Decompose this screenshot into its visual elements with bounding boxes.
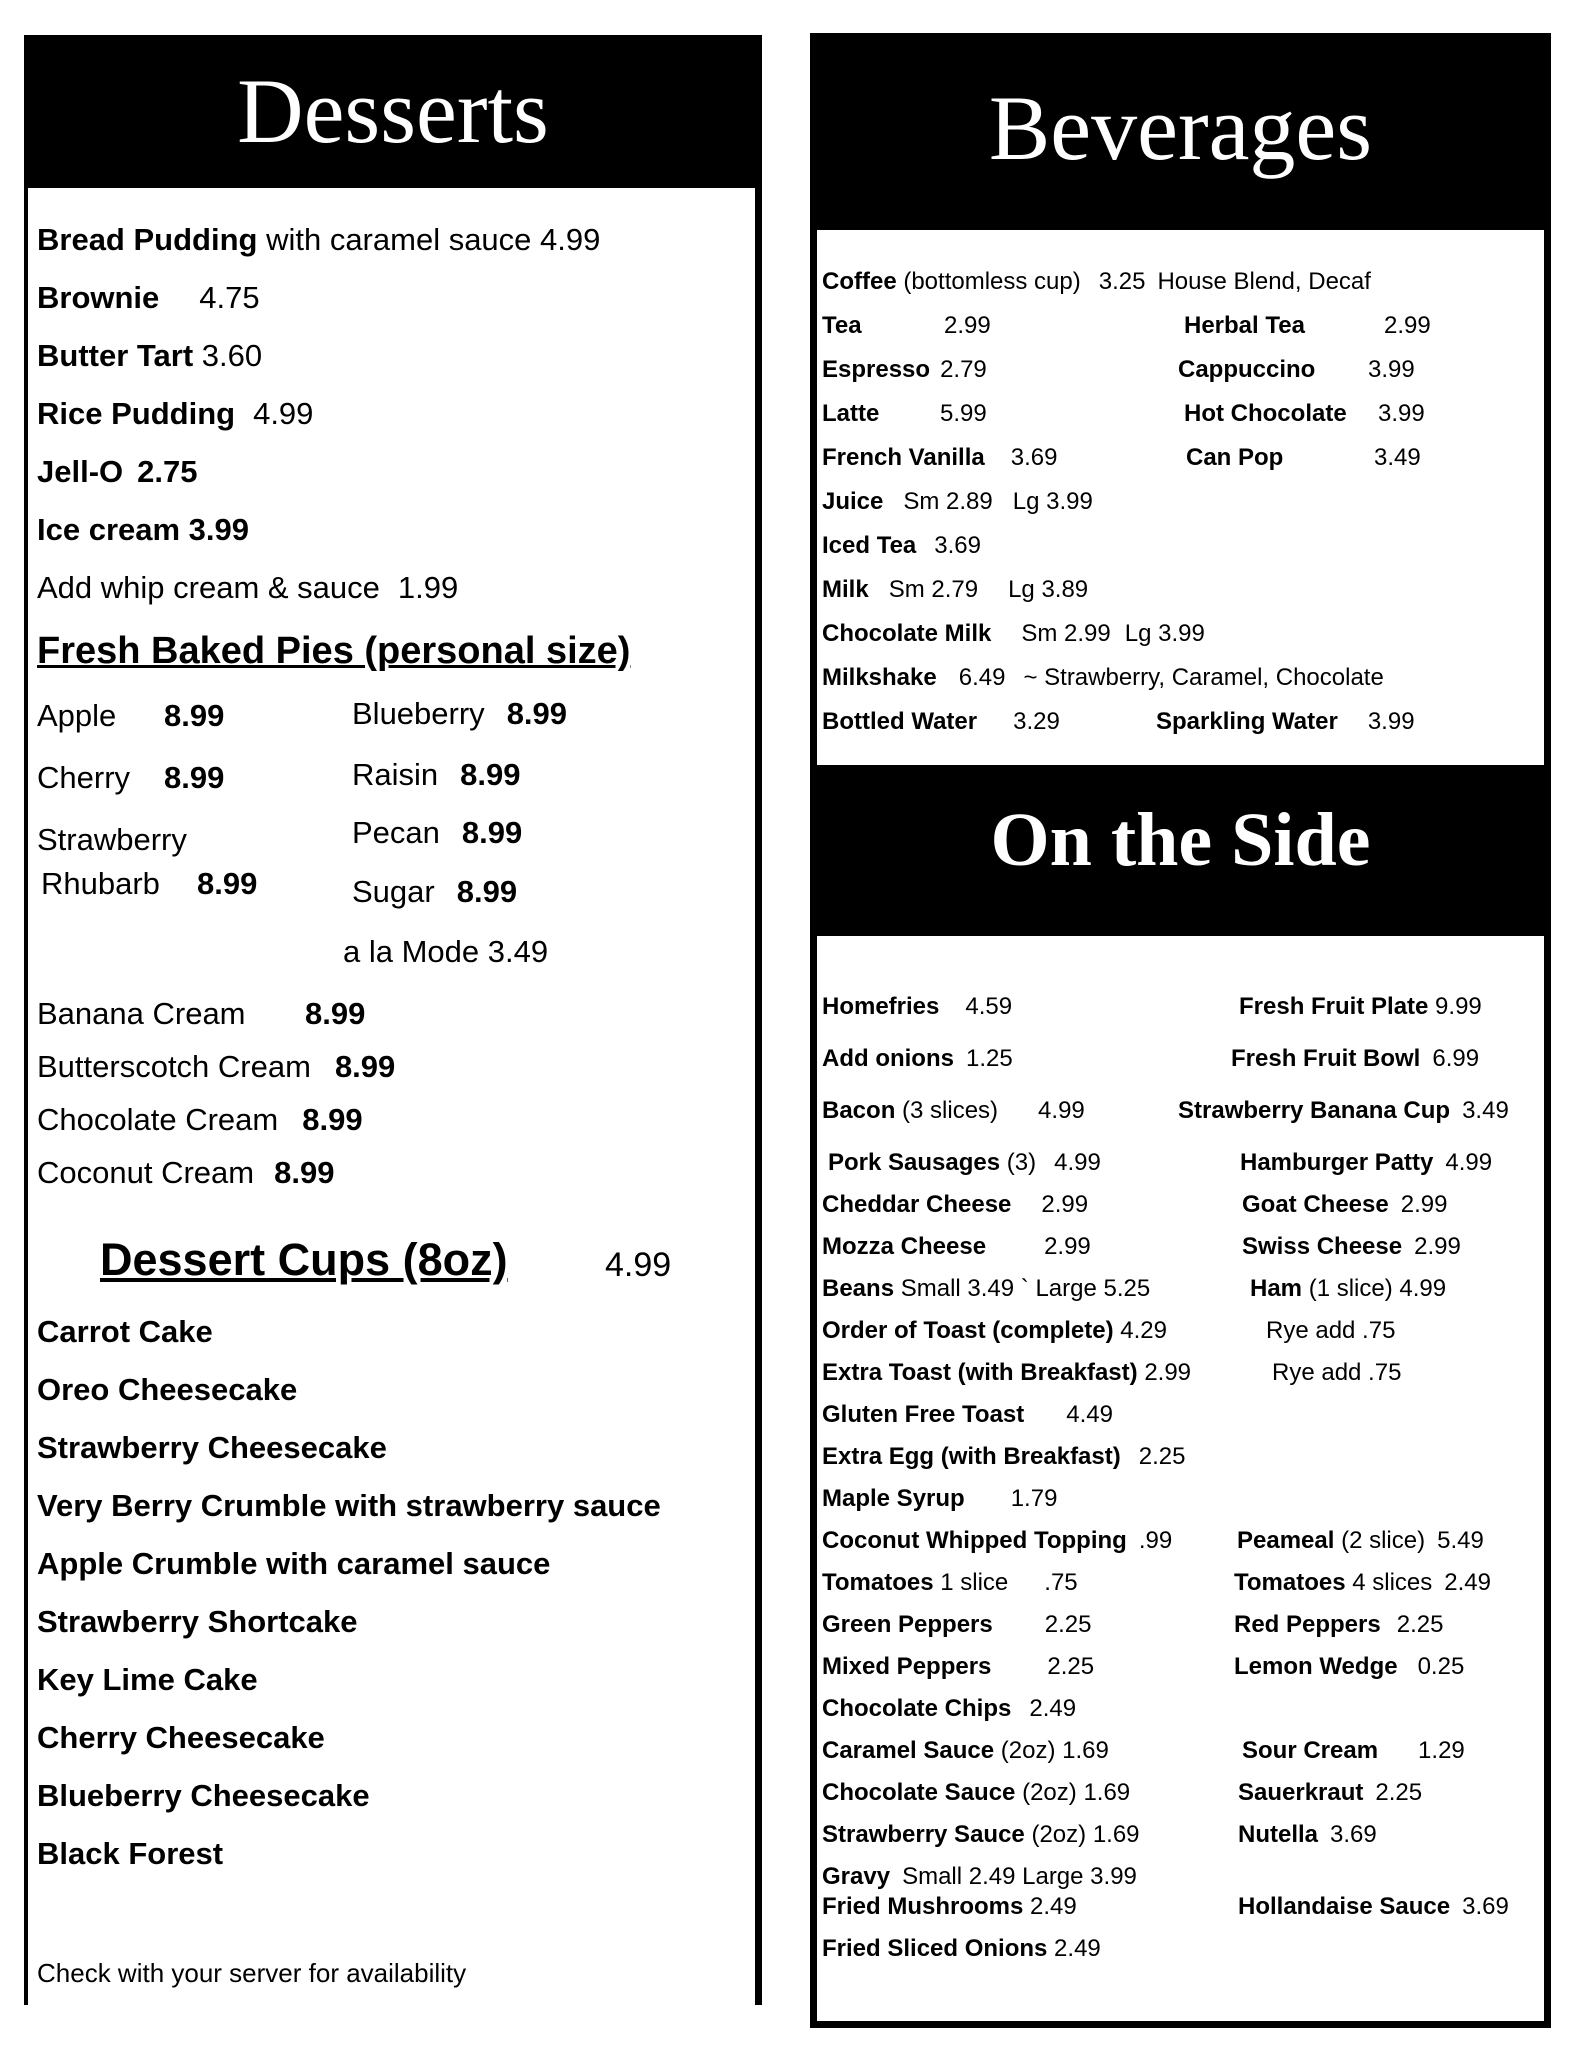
- beverages-title: Beverages: [988, 77, 1373, 179]
- cup-item: Very Berry Crumble with strawberry sauce: [37, 1488, 661, 1523]
- side-item: Rye add .75: [1272, 1359, 1402, 1386]
- cup-item: Apple Crumble with caramel sauce: [37, 1546, 551, 1581]
- dessert-item: Ice cream 3.99: [37, 512, 250, 547]
- cup-item: Oreo Cheesecake: [37, 1372, 298, 1407]
- side-item: Caramel Sauce (2oz) 1.69: [822, 1737, 1109, 1764]
- side-item: Homefries 4.59: [822, 993, 1013, 1020]
- beverage-item: Can Pop 3.49: [1186, 444, 1421, 471]
- cream-pie-item: Banana Cream 8.99: [37, 996, 366, 1031]
- side-item: Rye add .75: [1266, 1317, 1396, 1344]
- dessert-item: Brownie 4.75: [37, 280, 260, 315]
- side-item: Lemon Wedge 0.25: [1234, 1653, 1465, 1680]
- side-item: Nutella 3.69: [1238, 1821, 1377, 1848]
- desserts-title: Desserts: [237, 60, 549, 162]
- side-item: Ham (1 slice) 4.99: [1250, 1275, 1447, 1302]
- pie-item: Sugar 8.99: [352, 874, 518, 909]
- beverage-item: Milk Sm 2.79 Lg 3.89: [822, 576, 1089, 603]
- cream-pie-item: Butterscotch Cream 8.99: [37, 1049, 396, 1084]
- side-item: Mixed Peppers 2.25: [822, 1653, 1095, 1680]
- pie-item: Apple 8.99: [37, 698, 225, 733]
- side-item: Hamburger Patty 4.99: [1240, 1149, 1493, 1176]
- side-header: [810, 765, 1551, 936]
- pie-item: Blueberry 8.99: [352, 696, 568, 731]
- beverage-item: Coffee (bottomless cup) 3.25 House Blend, Decaf: [822, 268, 1371, 295]
- side-item: Extra Egg (with Breakfast) 2.25: [822, 1443, 1186, 1470]
- side-item: Chocolate Chips 2.49: [822, 1695, 1077, 1722]
- beverage-item: Chocolate Milk Sm 2.99 Lg 3.99: [822, 620, 1205, 647]
- dessert-item: Jell-O 2.75: [37, 454, 198, 489]
- side-item: Gravy Small 2.49 Large 3.99: [822, 1863, 1137, 1890]
- side-item: Mozza Cheese 2.99: [822, 1233, 1091, 1260]
- dessert-item: Rice Pudding 4.99: [37, 396, 314, 431]
- cup-item: Key Lime Cake: [37, 1662, 258, 1697]
- beverages-header: [810, 33, 1551, 230]
- beverage-item: Hot Chocolate 3.99: [1184, 400, 1425, 427]
- pie-item: Rhubarb 8.99: [41, 866, 258, 901]
- side-item: Fresh Fruit Plate 9.99: [1239, 993, 1482, 1020]
- cup-item: Carrot Cake: [37, 1314, 213, 1349]
- side-item: Extra Toast (with Breakfast) 2.99: [822, 1359, 1192, 1386]
- side-item: Sauerkraut 2.25: [1238, 1779, 1423, 1806]
- side-item: Cheddar Cheese 2.99: [822, 1191, 1089, 1218]
- side-title: On the Side: [990, 798, 1371, 882]
- beverage-item: Tea 2.99: [822, 312, 991, 339]
- side-item: Bacon (3 slices) 4.99: [822, 1097, 1085, 1124]
- beverage-item: French Vanilla 3.69: [822, 444, 1058, 471]
- pies-heading: Fresh Baked Pies (personal size): [37, 630, 631, 672]
- cup-item: Strawberry Cheesecake: [37, 1430, 387, 1465]
- beverage-item: Espresso 2.79: [822, 356, 987, 383]
- cream-pie-item: Coconut Cream 8.99: [37, 1155, 335, 1190]
- beverage-item: Latte 5.99: [822, 400, 987, 427]
- side-item: Beans Small 3.49 ` Large 5.25: [822, 1275, 1151, 1302]
- side-item: Fried Mushrooms 2.49: [822, 1893, 1077, 1920]
- cup-item: Black Forest: [37, 1836, 224, 1871]
- right-panel: [810, 33, 1551, 2028]
- beverage-item: Bottled Water 3.29: [822, 708, 1060, 735]
- side-item: Maple Syrup 1.79: [822, 1485, 1058, 1512]
- pie-item: Strawberry: [37, 822, 187, 857]
- pie-item: Cherry 8.99: [37, 760, 225, 795]
- side-item: Sour Cream 1.29: [1242, 1737, 1465, 1764]
- side-item: Hollandaise Sauce 3.69: [1238, 1893, 1509, 1920]
- cup-item: Cherry Cheesecake: [37, 1720, 325, 1755]
- dessert-item: Butter Tart 3.60: [37, 338, 263, 373]
- side-item: Chocolate Sauce (2oz) 1.69: [822, 1779, 1131, 1806]
- beverage-item: Sparkling Water 3.99: [1156, 708, 1415, 735]
- side-item: Order of Toast (complete) 4.29: [822, 1317, 1167, 1344]
- side-item: Swiss Cheese 2.99: [1242, 1233, 1461, 1260]
- dessert-item: Bread Pudding with caramel sauce 4.99: [37, 222, 601, 257]
- beverage-item: Juice Sm 2.89 Lg 3.99: [822, 488, 1093, 515]
- side-item: Tomatoes 1 slice .75: [822, 1569, 1078, 1596]
- a-la-mode: a la Mode 3.49: [343, 934, 549, 969]
- side-item: Peameal (2 slice) 5.49: [1237, 1527, 1484, 1554]
- desserts-header: [24, 35, 762, 188]
- cups-heading: Dessert Cups (8oz): [100, 1234, 508, 1285]
- side-item: Goat Cheese 2.99: [1242, 1191, 1448, 1218]
- beverage-item: Cappuccino 3.99: [1178, 356, 1415, 383]
- cup-item: Blueberry Cheesecake: [37, 1778, 370, 1813]
- cup-item: Strawberry Shortcake: [37, 1604, 358, 1639]
- side-item: Strawberry Sauce (2oz) 1.69: [822, 1821, 1140, 1848]
- side-item: Coconut Whipped Topping .99: [822, 1527, 1173, 1554]
- side-item: Tomatoes 4 slices 2.49: [1234, 1569, 1491, 1596]
- cream-pie-item: Chocolate Cream 8.99: [37, 1102, 363, 1137]
- dessert-item: Add whip cream & sauce 1.99: [37, 570, 459, 605]
- pie-item: Raisin 8.99: [352, 757, 521, 792]
- beverage-item: Herbal Tea 2.99: [1184, 312, 1431, 339]
- side-item: Gluten Free Toast 4.49: [822, 1401, 1113, 1428]
- side-item: Red Peppers 2.25: [1234, 1611, 1444, 1638]
- side-item: Fried Sliced Onions 2.49: [822, 1935, 1101, 1962]
- pie-item: Pecan 8.99: [352, 815, 523, 850]
- side-item: Pork Sausages (3) 4.99: [828, 1149, 1101, 1176]
- beverage-item: Milkshake 6.49 ~ Strawberry, Caramel, Chocolate: [822, 664, 1384, 691]
- beverage-item: Iced Tea 3.69: [822, 532, 981, 559]
- cups-price: 4.99: [605, 1246, 672, 1284]
- side-item: Fresh Fruit Bowl 6.99: [1231, 1045, 1480, 1072]
- side-item: Strawberry Banana Cup 3.49: [1178, 1097, 1509, 1124]
- availability-note: Check with your server for availability: [37, 1958, 467, 1988]
- side-item: Add onions 1.25: [822, 1045, 1013, 1072]
- side-item: Green Peppers 2.25: [822, 1611, 1092, 1638]
